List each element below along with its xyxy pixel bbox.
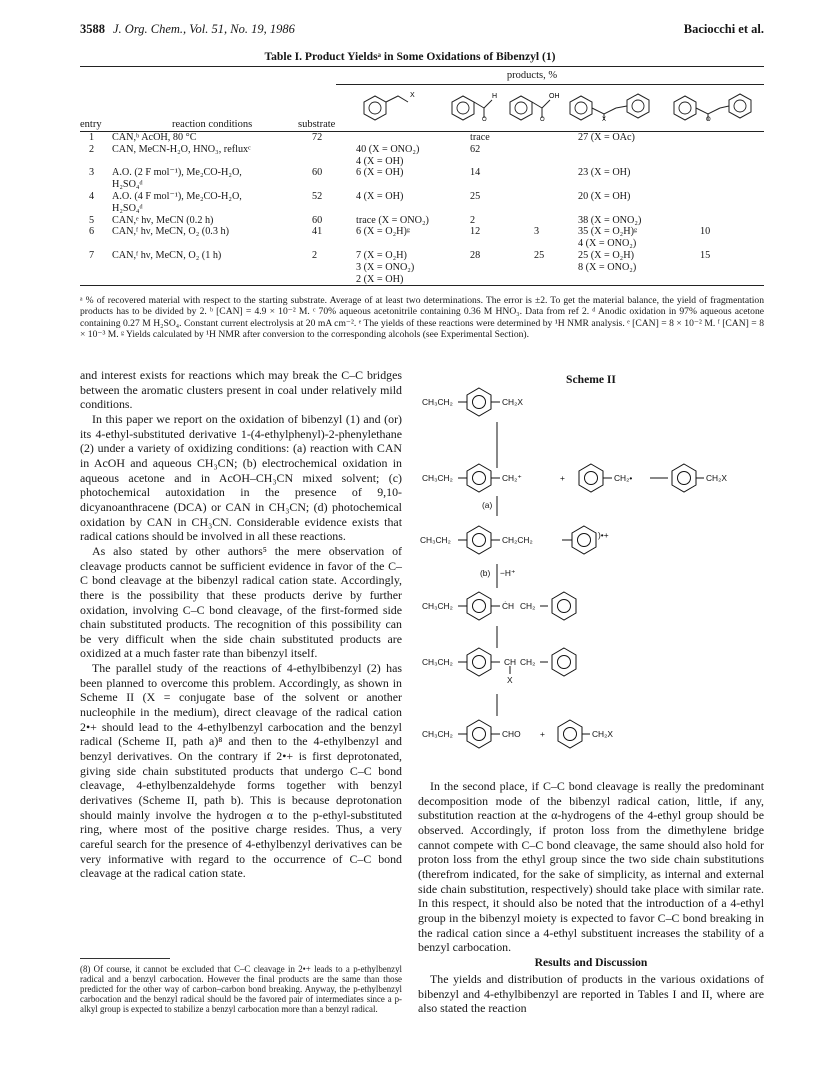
struct-label-oh: OH [549,93,560,100]
table-cell-p4: 23 (X = OH) [578,167,631,179]
page-number: 3588 [80,22,105,36]
scheme-plus-2: + [540,729,545,739]
scheme-radical: CH₂• [614,473,633,483]
table-row [0,132,820,144]
table-cell-p4: 38 (X = ONO₂) [578,214,642,226]
table-cell-p1: 3 (X = ONO₂) [356,261,415,273]
table-cell-conditions: CAN,ᵉ hν, MeCN (0.2 h) [112,214,214,226]
table-cell-p2: 2 [470,214,476,226]
scheme-x: X [507,675,513,685]
scheme-ethyl-1: CH₃CH₂ [422,397,453,407]
table-caption: Table I. Product Yieldsᵃ in Some Oxidations of Bibenzyl (1) [264,50,556,63]
table-cell-substrate: 52 [312,191,323,202]
svg-text:O: O [540,117,545,122]
structure-benzaldehyde [448,88,508,122]
table-cell-p1: 40 (X = ONO₂) [356,143,420,155]
table-cell-p2: 62 [470,143,481,155]
table-cell-p4: 25 (X = O₂H) [578,250,634,261]
running-header [80,22,764,38]
table-cell-p1: 7 (X = O₂H) [356,250,407,261]
table-row [0,156,820,168]
table-cell-p1: 2 (X = OH) [356,273,404,285]
table-cell-conditions: CAN, MeCN-H₂O, HNO₃, refluxᶜ [112,143,251,155]
table-top-rule [80,66,764,67]
table-cell-p2: 25 [470,191,481,202]
table-row [0,274,820,286]
table-cell-p1: 4 (X = OH) [356,155,404,167]
paragraph: In this paper we report on the oxidation of bibenzyl (1) and (or) its 4-ethyl-substituted derivative 1-(4-ethylphenyl)-2-phenylethane (2) under a variety of oxidizing conditions: (a) reaction with CAN in AcOH and aqueous CH₃CN; (b) electrochemical oxidation in aqueous acetone and in AcOH–CH₃CN mixed solvent; (c) photochemical autoxidation in the presence of 9,10-dicyanoanthracene (DCA) or CAN in CH₃CN; (d) photochemical oxidation by CAN in CH₃CN. Considerable evidence exists that radical cations should be involved in all these reactions. [80,411,402,544]
scheme-plus-1: + [560,473,565,483]
table-cell-entry: 3 [89,167,95,179]
table-cell-p2: 14 [470,167,481,179]
scheme-ethyl-3: CH₃CH₂ [420,535,451,545]
table-row [0,215,820,227]
table-row [0,238,820,250]
scheme-ch2-2: CH₂ [520,657,536,667]
scheme-ch2x-2: CH₂X [706,473,727,483]
journal-citation: J. Org. Chem., Vol. 51, No. 19, 1986 [113,22,295,36]
table-cell-conditions: CAN,ᶠ hν, MeCN, O₂ (1 h) [112,250,222,261]
table-cell-entry: 4 [89,191,95,202]
scheme-ethyl-4: CH₃CH₂ [422,601,453,611]
author-header: Baciocchi et al. [683,22,764,36]
scheme-title: Scheme II [566,373,616,386]
right-column-cont [418,972,764,1016]
table-cell-p1: 6 (X = O₂H)ᵍ [356,226,410,238]
table-cell-p5: 10 [700,226,711,238]
struct-label-x1: X [410,92,415,99]
table-cell-substrate: 60 [312,167,323,179]
table-cell-p4: 27 (X = OAc) [578,132,635,143]
table-cell-p1: 6 (X = OH) [356,167,404,179]
col-conditions-header: reaction conditions [172,119,253,130]
table-cell-conditions: H₂SO₄ᵈ [112,179,143,191]
scheme-ch2x-1: CH₂X [502,397,523,407]
right-column [418,779,764,955]
table-cell-p2: 28 [470,250,481,261]
table-row [0,203,820,215]
table-cell-p4: 20 (X = OH) [578,191,631,202]
footnote-rule [80,958,170,959]
struct-label-h: H [492,93,498,100]
table-row [0,226,820,238]
table-row [0,250,820,262]
page-footnote: (8) Of course, it cannot be excluded that C–C cleavage in 2•+ leads to a p-ethylbenzyl radical and a benzyl carbocation. However the final products are the same than those predicted for the other way of carbon–carbon bond breaking. Anyway, the p-ethylbenzyl carbocation and the benzyl radical should be the favored pair of intermediates since a p-alkyl group is expected to stabilize a benzyl carbocation more than a benzyl radical. [80,964,402,1014]
table-footnote: ᵃ % of recovered material with respect to the starting substrate. Average of at least two determinations. The error is ±2. To get the material balance, the yield of fragmentation products has to be divided by 2. ᵇ [CAN] = 4.9 × 10⁻² M. ᶜ 70% aqueous acetonitrile containing 0.36 M HNO₃. Data from ref 2. ᵈ Anodic oxidation in 97% aqueous acetone containing 0.27 M H₂SO₄. Constant current electrolysis at 20 mA cm⁻². ᵉ The yields of these reactions were determined by ¹H NMR analysis. ᵉ [CAN] = 8 × 10⁻² M. ᶠ [CAN] = 8 × 10⁻³ M. ᵍ Yields calculated by ¹H NMR after conversion to the corresponding alcohols (see Experimental Section). [80,295,764,340]
paragraph: The yields and distribution of products in the various oxidations of bibenzyl and 4-ethylbibenzyl are reported in Tables I and II, where are also stated the reaction [418,972,764,1016]
table-row [0,167,820,179]
table-cell-conditions: A.O. (4 F mol⁻¹), Me₂CO-H₂O, [112,191,242,202]
table-cell-p3: 3 [534,226,540,238]
svg-text:O: O [706,117,711,122]
structure-substituted-bibenzyl [566,88,666,122]
section-title: Results and Discussion [534,956,648,969]
table-row [0,144,820,156]
scheme-path-b: (b) [480,568,491,578]
scheme-ii-lower [418,622,764,772]
scheme-path-a: (a) [482,500,493,510]
paragraph: In the second place, if C–C bond cleavage is really the predominant decomposition mode of the bibenzyl radical cation, little, if any, substitution reaction at the α-hydrogens of the 4-ethyl group should be observed. Accordingly, if proton loss from the dimethylene bridge cannot compete with C–C bond cleavage, the same should also hold for proton loss from the ethyl group since the two side chain substitutions (therefrom indicated, for the sake of simplicity, as internal and external side chain substitution, respectively) should take place with similar rate. In this respect, it should also be noted that the introduction of a 4-ethyl group in the bibenzyl moiety is expected to favor C–C bond breaking in the radical cation since a 4-ethyl substituent increases the stability of a benzyl carbocation. [418,779,764,955]
table-cell-p2: 12 [470,226,481,238]
table-row [0,191,820,203]
paragraph: and interest exists for reactions which may break the C–C bridges between the aromatic clusters present in coal under relatively mild conditions. [80,368,402,412]
structure-benzoic-acid [506,88,566,122]
table-cell-conditions: H₂SO₄ᵈ [112,202,143,214]
table-cell-p4: 35 (X = O₂H)ᵍ [578,226,638,238]
scheme-ethyl-6: CH₃CH₂ [422,729,453,739]
scheme-ch2-1: CH₂ [520,601,536,611]
table-cell-substrate: 60 [312,214,323,226]
svg-text:O: O [482,117,487,122]
table-cell-entry: 1 [89,132,95,143]
scheme-minus-h: −H⁺ [500,568,516,578]
scheme-bridge: CH₂CH₂ [502,535,533,545]
scheme-ch: CH [504,657,517,667]
table-cell-p2: trace [470,132,490,143]
table-row [0,262,820,274]
table-cell-entry: 5 [89,214,95,226]
products-rule [336,84,764,85]
table-cell-p1: trace (X = ONO₂) [356,214,429,226]
left-column [80,368,402,881]
table-cell-p5: 15 [700,250,711,261]
scheme-cho: CHO [502,729,521,739]
col-substrate-header: substrate [298,119,336,130]
scheme-ethyl-2: CH₃CH₂ [422,473,453,483]
table-cell-conditions: CAN,ᶠ hν, MeCN, O₂ (0.3 h) [112,226,229,238]
struct-label-x2: X [602,117,607,122]
structure-benzyl-x [360,88,450,122]
table-cell-substrate: 72 [312,132,323,143]
structure-deoxybenzoin [670,88,764,122]
table-cell-substrate: 41 [312,226,323,238]
scheme-radical-cation: )•+ [598,530,609,540]
paragraph: As also stated by other authors⁵ the mere observation of cleavage products cannot be sufficient evidence in favor of the C–C bond cleavage at the bibenzyl radical cation state. Accordingly, there is the possibility that these products derive by further oxidation, involving C–C bond cleavage, of the first-formed side chain substituted products. The recognition of this possibility can be very difficult when the side chain substituted products are oxidized at a much faster rate than bibenzyl itself. [80,543,402,661]
table-bottom-rule [80,285,764,286]
table-cell-conditions: A.O. (2 F mol⁻¹), Me₂CO-H₂O, [112,167,242,179]
paragraph: The parallel study of the reactions of 4-ethylbibenzyl (2) has been planned to overcome this problem. Accordingly, as shown in Scheme II (X = conjugate base of the solvent or another nucleophile in the medium), direct cleavage of the radical cation 2•+ should lead to the 4-ethylbenzyl carbocation and the benzyl radical (Scheme II, path a)⁸ and then to the 4-ethylbenzyl and benzyl derivatives. On the contrary if 2•+ is first deprotonated, giving side chain substituted products that undergo C–C bond cleavage, 4-ethylbenzaldehyde forms together with benzyl derivatives (Scheme II, path b). This is because deprotonation should mainly involve the hydrogen α to the p-ethyl-substituted ring, where most of the positive charge resides. Thus, a very careful search for the presence of 4-ethylbenzyl derivatives can be very informative with regard to the occurrence of C–C bond cleavage at the radical cation state. [80,661,402,881]
products-header: products, % [506,70,558,81]
table-cell-p4: 8 (X = ONO₂) [578,261,637,273]
table-cell-p4: 4 (X = ONO₂) [578,238,637,250]
col-entry-header: entry [80,119,102,130]
scheme-ch2x-3: CH₂X [592,729,613,739]
scheme-ethyl-5: CH₃CH₂ [422,657,453,667]
table-cell-conditions: CAN,ᵇ AcOH, 80 °C [112,132,197,143]
table-cell-substrate: 2 [312,250,318,261]
table-cell-p3: 25 [534,250,545,261]
table-cell-p1: 4 (X = OH) [356,191,404,202]
table-cell-entry: 7 [89,250,95,261]
table-cell-entry: 6 [89,226,95,238]
scheme-ch-radical: ĊH [502,601,515,611]
table-cell-entry: 2 [89,143,95,155]
table-row [0,179,820,191]
scheme-cation: CH₂⁺ [502,473,522,483]
